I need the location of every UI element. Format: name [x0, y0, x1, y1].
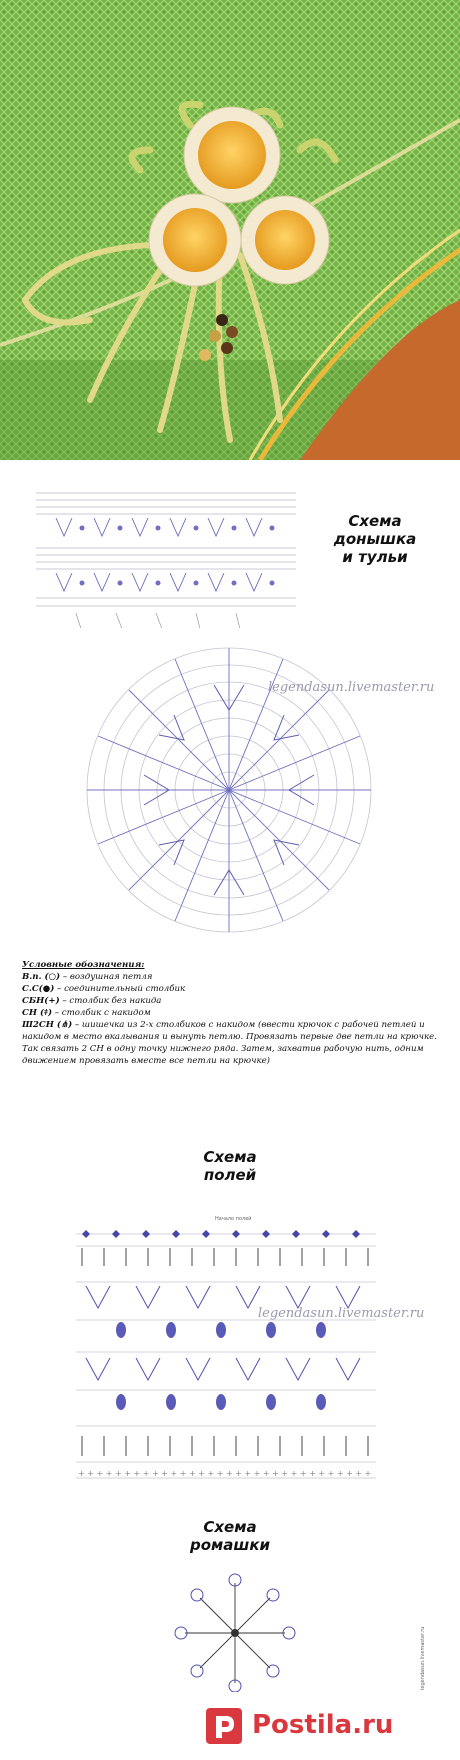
- brim-caption: Начало полей: [215, 1216, 252, 1222]
- postila-logo-text: Postila.ru: [252, 1710, 394, 1740]
- hat-photo: [0, 0, 460, 460]
- svg-text:+ + + + + + + + + + + + + + +: + + + + + + + + + + + + + + + + + + + + + + + + + + + + + + + +: [78, 1469, 372, 1478]
- legend-item: СН (ǂ) – столбик с накидом: [22, 1008, 151, 1018]
- brim-diagram: [76, 1226, 376, 1486]
- brim-title-line-1: Схема: [203, 1148, 257, 1166]
- legend-title: Условные обозначения:: [22, 960, 145, 970]
- legend-item: С.С(●) – соединительный столбик: [22, 984, 186, 994]
- crown-title-line-3: и тульи: [342, 548, 408, 566]
- daisy-title-line-2: ромашки: [189, 1536, 271, 1554]
- daisy-diagram-title: [155, 1518, 305, 1554]
- crown-diagram-title: [300, 512, 450, 566]
- watermark-crown: legendasun.livemaster.ru: [268, 680, 435, 695]
- postila-logo-icon: [204, 1706, 244, 1746]
- watermark-brim: legendasun.livemaster.ru: [258, 1306, 425, 1321]
- daisy-title-line-1: Схема: [203, 1518, 257, 1536]
- legend: [22, 959, 442, 1067]
- legend-item: В.п. (○) – воздушная петля: [22, 972, 153, 982]
- legend-item: СБН(+) – столбик без накида: [22, 996, 162, 1006]
- hat-illustration: [0, 0, 460, 460]
- daisy-diagram: [155, 1568, 315, 1698]
- crown-side-diagram: [36, 488, 296, 628]
- brim-diagram-title: [155, 1148, 305, 1184]
- crown-title-line-2: донышка: [333, 530, 417, 548]
- brim-title-line-2: полей: [203, 1166, 257, 1184]
- postila-logo[interactable]: [200, 1692, 460, 1760]
- legend-item: Ш2СН (⋔) – шишечка из 2-х столбиков с накидом (ввести крючок с рабочей петлей и накидом в место вкалывания и вынуть петлю. Провязать первые две петли на крючке. Так связать 2 СН в одну точку нижнего ряда. Затем, захватив рабочую нить, одним движением провязать вместе все петли на крючке): [22, 1020, 437, 1066]
- daisy-watermark: legendasun.livemaster.ru: [420, 1626, 426, 1690]
- crown-title-line-1: Схема: [348, 512, 402, 530]
